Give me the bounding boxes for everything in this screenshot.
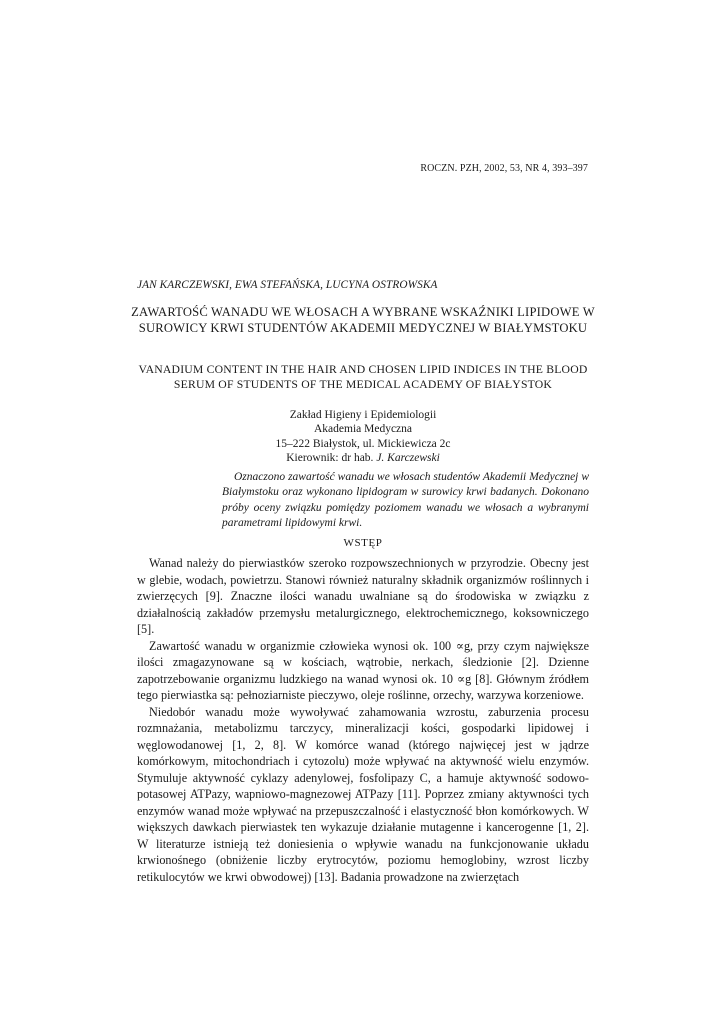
title-polish: ZAWARTOŚĆ WANADU WE WŁOSACH A WYBRANE WSKAŹNIKI LIPIDOWE W SUROWICY KRWI STUDENTÓW AKADEMII MEDYCZNEJ W BIAŁYMSTOKU (131, 305, 595, 335)
head-name: J. Karczewski (376, 451, 440, 464)
title-english: VANADIUM CONTENT IN THE HAIR AND CHOSEN LIPID INDICES IN THE BLOOD SERUM OF STUDENTS OF THE MEDICAL ACADEMY OF BIAŁYSTOK (138, 363, 588, 391)
authors: JAN KARCZEWSKI, EWA STEFAŃSKA, LUCYNA OSTROWSKA (137, 279, 438, 291)
abstract-text: Oznaczono zawartość wanadu we włosach studentów Akademii Medycznej w Białymstoku oraz wykonano lipidogram w surowicy krwi badanych. Dokonano próby oceny związku pomiędzy poziomem wanadu we włosach a wybranymi parametrami lipidowymi krwi. (222, 471, 589, 530)
paragraph: Zawartość wanadu w organizmie człowieka wynosi ok. 100 ∝g, przy czym największe ilości zmagazynowane są w kościach, wątrobie, nerkach, śledzionie [2]. Dzienne zapotrzebowanie organizmu ludzkiego na wanad wynosi ok. 10 ∝g [8]. Głównym źródłem tego pierwiastka są: pełnoziarniste pieczywo, oleje roślinne, orzechy, warzywa korzeniowe. (137, 638, 589, 702)
affiliation-address: 15–222 Białystok, ul. Mickiewicza 2c (275, 437, 451, 450)
section-heading: WSTĘP (343, 537, 383, 549)
affiliation-department: Zakład Higieny i Epidemiologii (289, 409, 437, 421)
paragraph: Wanad należy do pierwiastków szeroko rozpowszechnionych w przyrodzie. Obecny jest w glebie, wodach, powietrzu. Stanowi również naturalny składnik organizmów roślinnych i zwierzęcych [9]. Znaczne ilości wanadu uwalniane są do środowiska w związku z działalnością zakładów przemysłu metalurgicznego, elektrochemicznego, koksowniczego [5]. (137, 556, 589, 636)
affiliation-institution: Akademia Medyczna (313, 423, 413, 436)
head-label: Kierownik: dr hab. (286, 451, 374, 464)
paragraph: Niedobór wanadu może wywoływać zahamowania wzrostu, zaburzenia procesu rozmnażania, metabolizmu tarczycy, mineralizacji kości, gospodarki lipidowej i węglowodanowej [1, 2, 8]. W komórce wanad (którego najwięcej jest w jądrze komórkowym, mitochondriach i cytozolu) może wpływać na aktywność wielu enzymów. Stymuluje aktywność cyklazy adenylowej, fosfolipazy C, a hamuje aktywność sodowo-potasowej ATPazy, wapniowo-magnezowej ATPazy [11]. Poprzez zmiany aktywności tych enzymów wanad może wpływać na przepuszczalność i elastyczność błon komórkowych. W większych dawkach pierwiastek ten wykazuje działanie mutagenne i kancerogenne [1, 2]. W literaturze istnieją też doniesienia o wpływie wanadu na funkcjonowanie układu krwionośnego (obniżenie liczby erytrocytów, poziomu hemoglobiny, wzrost liczby retikulocytów we krwi obwodowej) [13]. Badania prowadzone na zwierzętach (137, 704, 589, 884)
body-text (137, 555, 589, 885)
journal-reference: ROCZN. PZH, 2002, 53, NR 4, 393–397 (420, 163, 588, 174)
abstract (222, 470, 589, 532)
affiliation (130, 408, 596, 465)
affiliation-head (130, 451, 596, 465)
